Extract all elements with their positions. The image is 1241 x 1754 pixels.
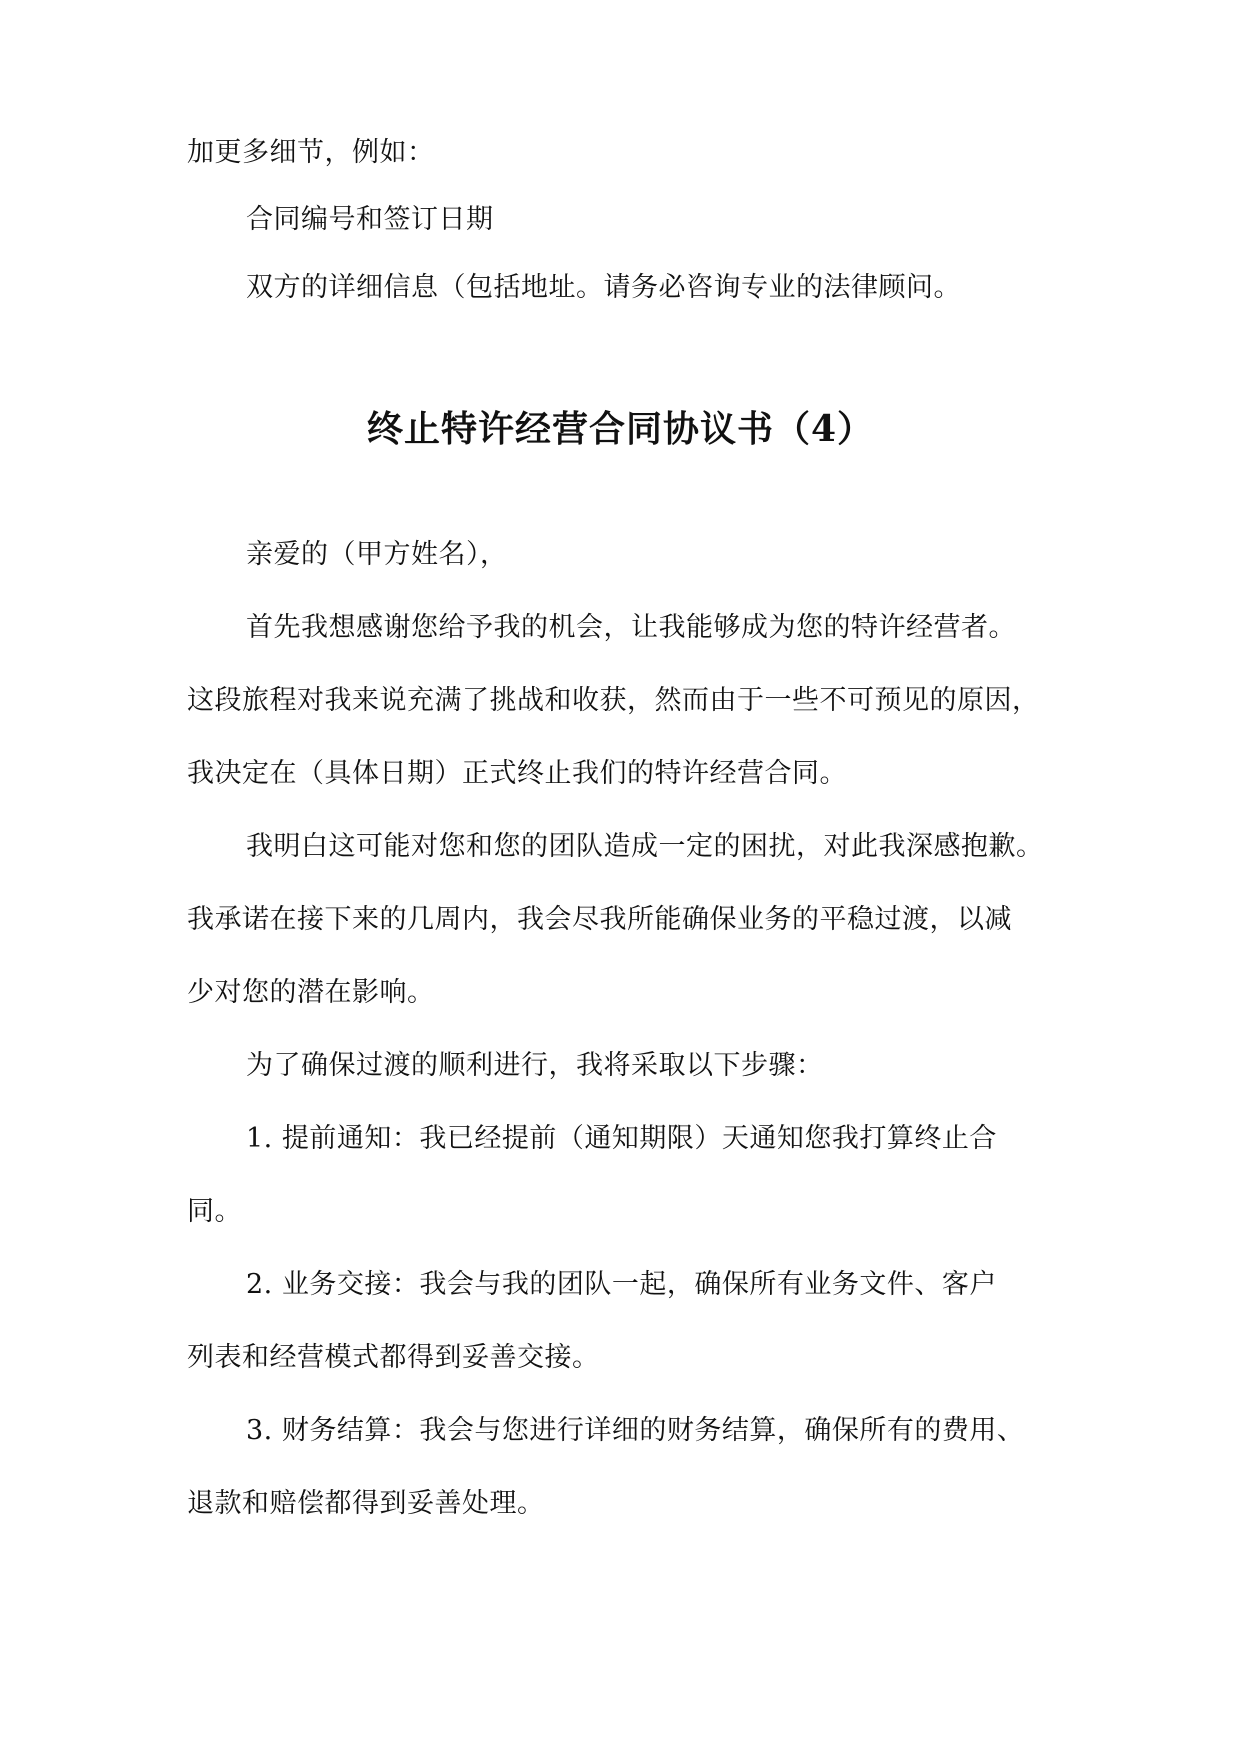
document-title: 终止特许经营合同协议书（4） [366,408,875,450]
paragraph-line: 为了确保过渡的顺利进行，我将采取以下步骤： [246,1050,824,1081]
paragraph-line: 我决定在（具体日期）正式终止我们的特许经营合同。 [187,758,847,789]
step-item-continued: 列表和经营模式都得到妥善交接。 [187,1342,600,1373]
paragraph-line: 少对您的潜在影响。 [187,977,435,1008]
step-item-continued: 同。 [187,1196,242,1227]
paragraph-line: 我明白这可能对您和您的团队造成一定的困扰，对此我深感抱歉。 [246,831,1044,862]
step-item: 1. 提前通知：我已经提前（通知期限）天通知您我打算终止合 [246,1123,997,1154]
step-item: 2. 业务交接：我会与我的团队一起，确保所有业务文件、客户 [246,1269,997,1300]
intro-text: 加更多细节，例如： [187,137,435,168]
step-item-continued: 退款和赔偿都得到妥善处理。 [187,1488,545,1519]
paragraph-line: 我承诺在接下来的几周内，我会尽我所能确保业务的平稳过渡，以减 [187,904,1012,935]
step-item: 3. 财务结算：我会与您进行详细的财务结算，确保所有的费用、 [246,1415,1025,1446]
intro-item: 双方的详细信息（包括地址。请务必咨询专业的法律顾问。 [246,272,961,303]
salutation: 亲爱的（甲方姓名）， [246,539,508,570]
paragraph-line: 这段旅程对我来说充满了挑战和收获，然而由于一些不可预见的原因， [187,685,1040,716]
intro-item: 合同编号和签订日期 [246,204,494,235]
paragraph-line: 首先我想感谢您给予我的机会，让我能够成为您的特许经营者。 [246,612,1016,643]
